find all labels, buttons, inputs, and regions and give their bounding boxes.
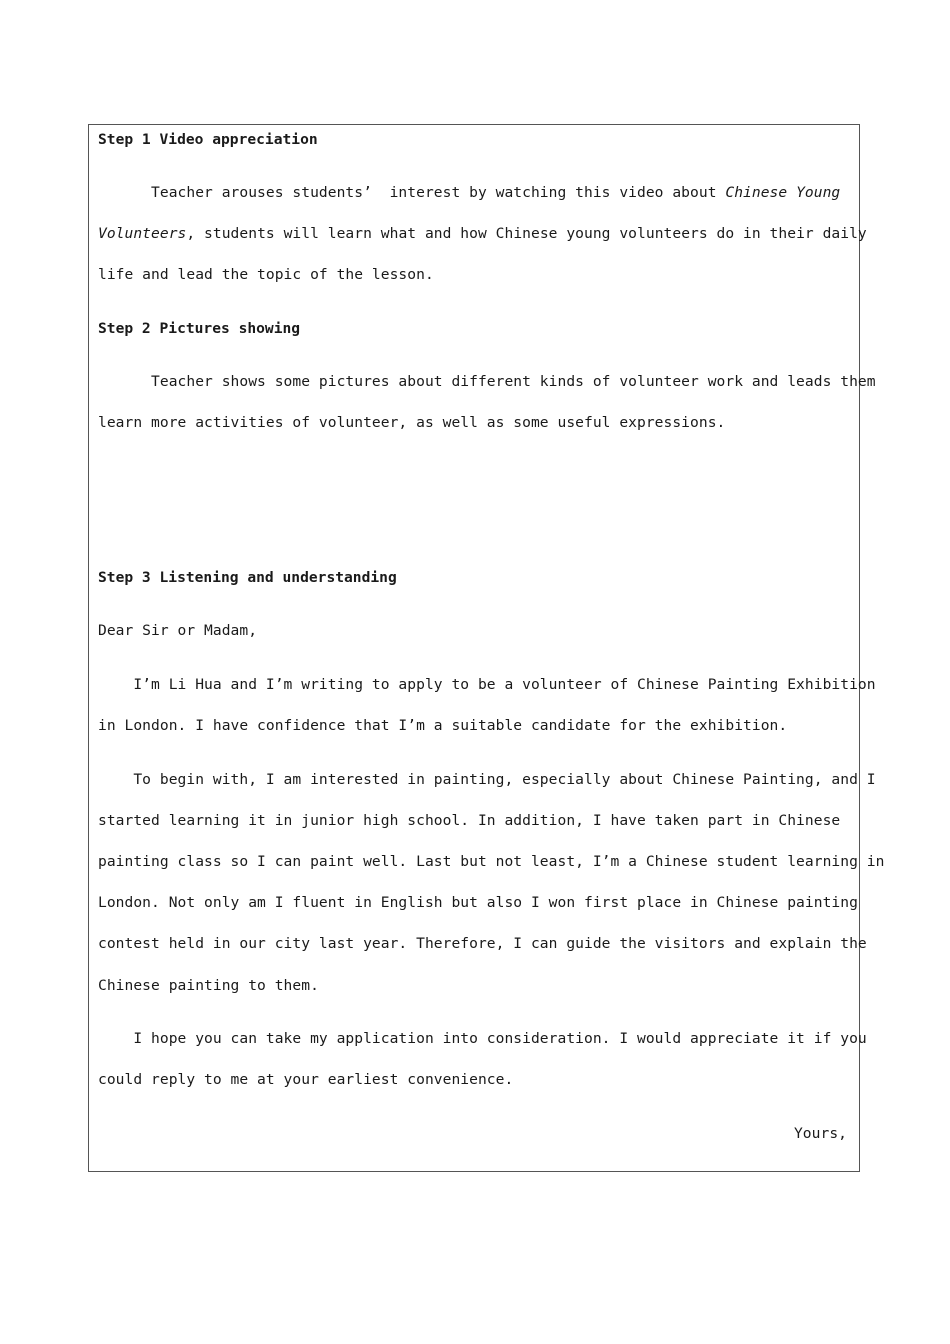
letter-p2-line-2: started learning it in junior high school. In addition, I have taken part in Chinese — [98, 812, 841, 829]
letter-p3-line-1: I hope you can take my application into consideration. I would appreciate it if you — [98, 1030, 867, 1047]
step2-line-2: learn more activities of volunteer, as well as some useful expressions. — [98, 414, 726, 431]
step3-heading: Step 3 Listening and understanding — [98, 569, 397, 586]
step1-heading: Step 1 Video appreciation — [98, 131, 318, 148]
letter-p1-line-1: I’m Li Hua and I’m writing to apply to be a volunteer of Chinese Painting Exhibition — [98, 676, 876, 693]
letter-p2-line-4: London. Not only am I fluent in English but also I won first place in Chinese painting — [98, 894, 858, 911]
letter-p2-line-1: To begin with, I am interested in painting, especially about Chinese Painting, and I — [98, 771, 876, 788]
step1-line-1: Teacher arouses students’ interest by watching this video about Chinese Young — [98, 184, 841, 201]
step2-line-1: Teacher shows some pictures about different kinds of volunteer work and leads them — [98, 373, 876, 390]
letter-p2-line-3: painting class so I can paint well. Last but not least, I’m a Chinese student learning in — [98, 853, 885, 870]
letter-salutation: Dear Sir or Madam, — [98, 622, 258, 639]
letter-p3-line-2: could reply to me at your earliest convenience. — [98, 1071, 514, 1088]
step1-line-3: life and lead the topic of the lesson. — [98, 266, 434, 283]
letter-p1-line-2: in London. I have confidence that I’m a suitable candidate for the exhibition. — [98, 717, 788, 734]
step2-heading: Step 2 Pictures showing — [98, 320, 301, 337]
step1-line-2: Volunteers, students will learn what and how Chinese young volunteers do in their daily — [98, 225, 867, 242]
letter-p2-line-5: contest held in our city last year. Therefore, I can guide the visitors and explain the — [98, 935, 867, 952]
lesson-plan-table — [88, 124, 885, 1172]
letter-p2-line-6: Chinese painting to them. — [98, 977, 319, 994]
letter-closing: Yours, — [793, 1125, 847, 1142]
